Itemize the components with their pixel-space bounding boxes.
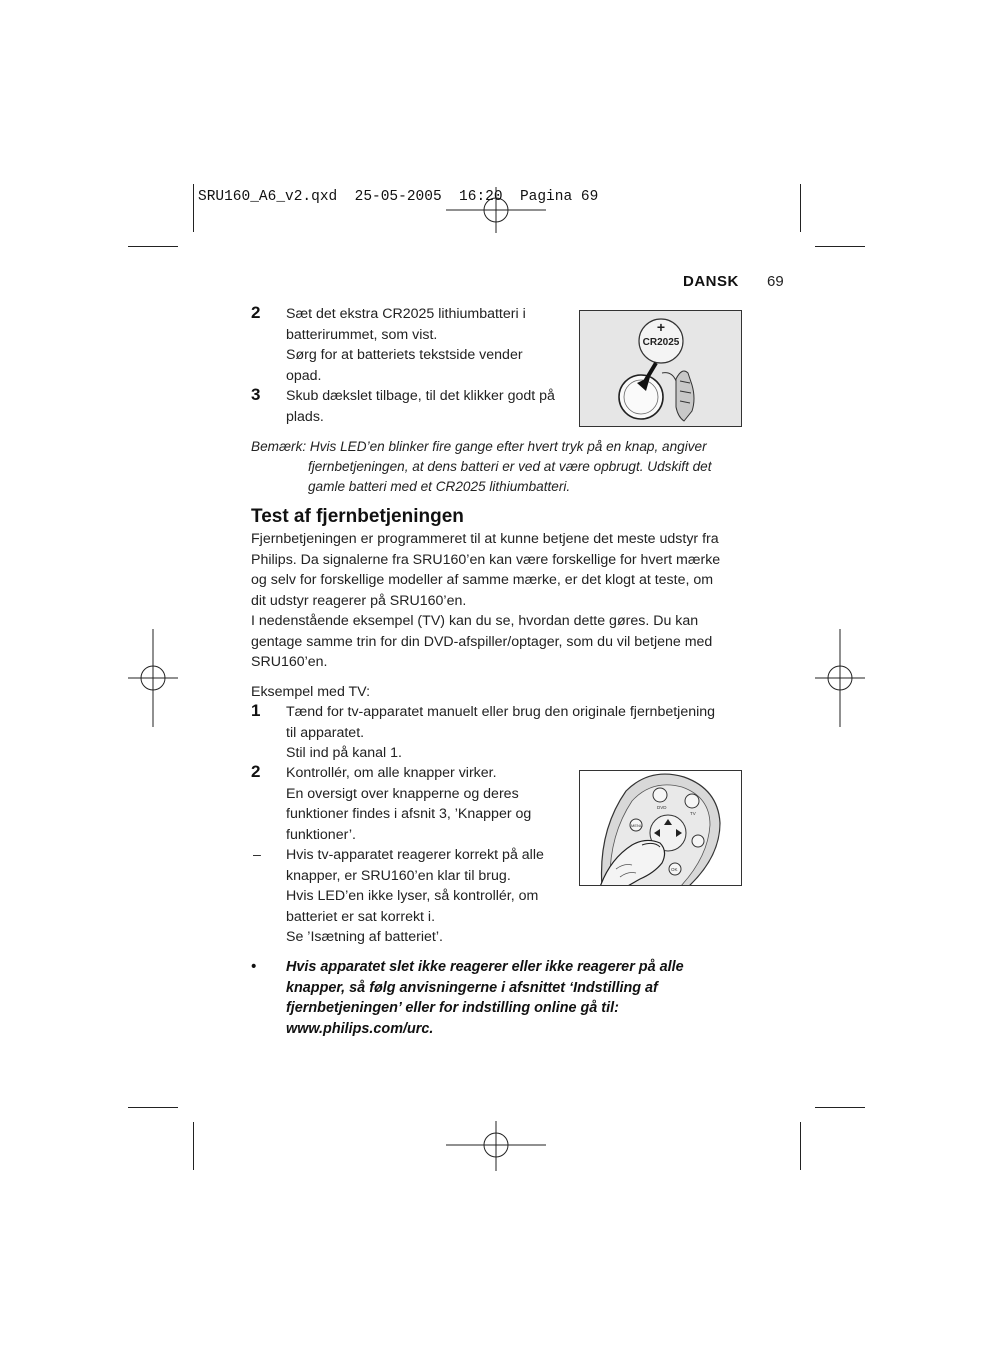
text-line: Skub dækslet tilbage, til det klikker godt på bbox=[286, 388, 555, 404]
text-line: til apparatet. bbox=[286, 724, 365, 741]
slug-line: SRU160_A6_v2.qxd 25-05-2005 16:20 Pagina 69 bbox=[198, 189, 599, 205]
page-number: 69 bbox=[767, 273, 784, 290]
step-text bbox=[286, 386, 576, 427]
remote-illustration bbox=[580, 771, 742, 886]
bullet-text bbox=[286, 957, 756, 1039]
registration-mark-bottom bbox=[446, 1121, 546, 1171]
note-line: gamle batteri med et CR2025 lithiumbatteri. bbox=[308, 479, 571, 494]
section-paragraph bbox=[251, 529, 751, 673]
text-line: Hvis apparatet slet ikke reagerer eller ikke reagerer på alle bbox=[286, 959, 684, 975]
plus-sign: + bbox=[656, 319, 666, 335]
text-line: Se ’Isætning af batteriet’. bbox=[286, 929, 443, 945]
registration-mark-left bbox=[128, 629, 178, 727]
text-line: Stil ind på kanal 1. bbox=[286, 745, 402, 761]
text-line: batterirummet, som vist. bbox=[286, 326, 438, 343]
language-label: DANSK bbox=[683, 273, 739, 290]
step-text bbox=[286, 763, 566, 845]
url-link[interactable]: www.philips.com/urc. bbox=[286, 1020, 434, 1037]
note-line: Bemærk: Hvis LED’en blinker fire gange efter hvert tryk på en knap, angiver bbox=[251, 439, 707, 454]
text-line: funktioner’. bbox=[286, 826, 356, 843]
battery-illustration bbox=[580, 311, 742, 427]
crop-mark bbox=[815, 1107, 865, 1108]
text-line: knapper, er SRU160’en klar til brug. bbox=[286, 867, 511, 884]
registration-mark-right bbox=[815, 629, 865, 727]
step-number: 2 bbox=[251, 762, 261, 781]
step-number: 1 bbox=[251, 701, 261, 720]
text-line: I nedenstående eksempel (TV) kan du se, hvordan dette gøres. Du kan bbox=[251, 613, 699, 629]
dash-mark: – bbox=[253, 847, 261, 863]
menu-label: MENU bbox=[631, 823, 643, 828]
crop-mark bbox=[193, 184, 194, 232]
ok-label: OK bbox=[671, 867, 678, 872]
text-line: Hvis tv-apparatet reagerer korrekt på alle bbox=[286, 847, 544, 863]
step-number: 2 bbox=[251, 303, 261, 322]
text-line: Sæt det ekstra CR2025 lithiumbatteri i bbox=[286, 306, 526, 322]
text-line: Hvis LED’en ikke lyser, så kontrollér, om bbox=[286, 888, 539, 904]
crop-mark bbox=[800, 184, 801, 232]
step-text bbox=[286, 304, 576, 386]
text-line: og selv for forskellige modeller af samme mærke, er det klogt at teste, om bbox=[251, 572, 714, 588]
text-line: Tænd for tv-apparatet manuelt eller brug den originale fjernbetjening bbox=[286, 704, 716, 720]
dvd-label: DVD bbox=[657, 805, 667, 810]
text-line: batteriet er sat korrekt i. bbox=[286, 908, 436, 925]
dash-text bbox=[286, 845, 566, 948]
tv-label: TV bbox=[690, 811, 696, 816]
text-line: Fjernbetjeningen er programmeret til at kunne betjene det meste udstyr fra bbox=[251, 531, 719, 547]
text-line: funktioner findes i afsnit 3, ’Knapper og bbox=[286, 806, 532, 822]
crop-mark bbox=[128, 246, 178, 247]
text-line: Kontrollér, om alle knapper virker. bbox=[286, 765, 497, 781]
text-line: SRU160’en. bbox=[251, 654, 328, 670]
text-line: Sørg for at batteriets tekstside vender bbox=[286, 347, 523, 363]
battery-figure bbox=[579, 310, 742, 427]
text-line: fjernbetjeningen’ eller for indstilling online gå til: bbox=[286, 1000, 619, 1016]
example-label: Eksempel med TV: bbox=[251, 684, 371, 700]
text-line: opad. bbox=[286, 367, 322, 384]
crop-mark bbox=[800, 1122, 801, 1170]
section-title: Test af fjernbetjeningen bbox=[251, 506, 464, 527]
step-text bbox=[286, 702, 746, 764]
note-line: fjernbetjeningen, at dens batteri er ved at være opbrugt. Udskift det bbox=[308, 459, 712, 474]
bullet-mark: • bbox=[251, 959, 257, 975]
battery-label: CR2025 bbox=[642, 337, 680, 348]
text-line: dit udstyr reagerer på SRU160’en. bbox=[251, 592, 467, 609]
text-line: En oversigt over knapperne og deres bbox=[286, 785, 519, 802]
crop-mark bbox=[193, 1122, 194, 1170]
crop-mark bbox=[128, 1107, 178, 1108]
crop-mark bbox=[815, 246, 865, 247]
step-number: 3 bbox=[251, 385, 261, 404]
text-line: knapper, så følg anvisningerne i afsnittet ‘Indstilling af bbox=[286, 979, 658, 996]
text-line: Philips. Da signalerne fra SRU160’en kan være forskellige for hvert mærke bbox=[251, 551, 721, 568]
remote-figure bbox=[579, 770, 742, 886]
text-line: plads. bbox=[286, 408, 324, 425]
text-line: gentage samme trin for din DVD-afspiller/optager, som du vil betjene med bbox=[251, 633, 713, 650]
